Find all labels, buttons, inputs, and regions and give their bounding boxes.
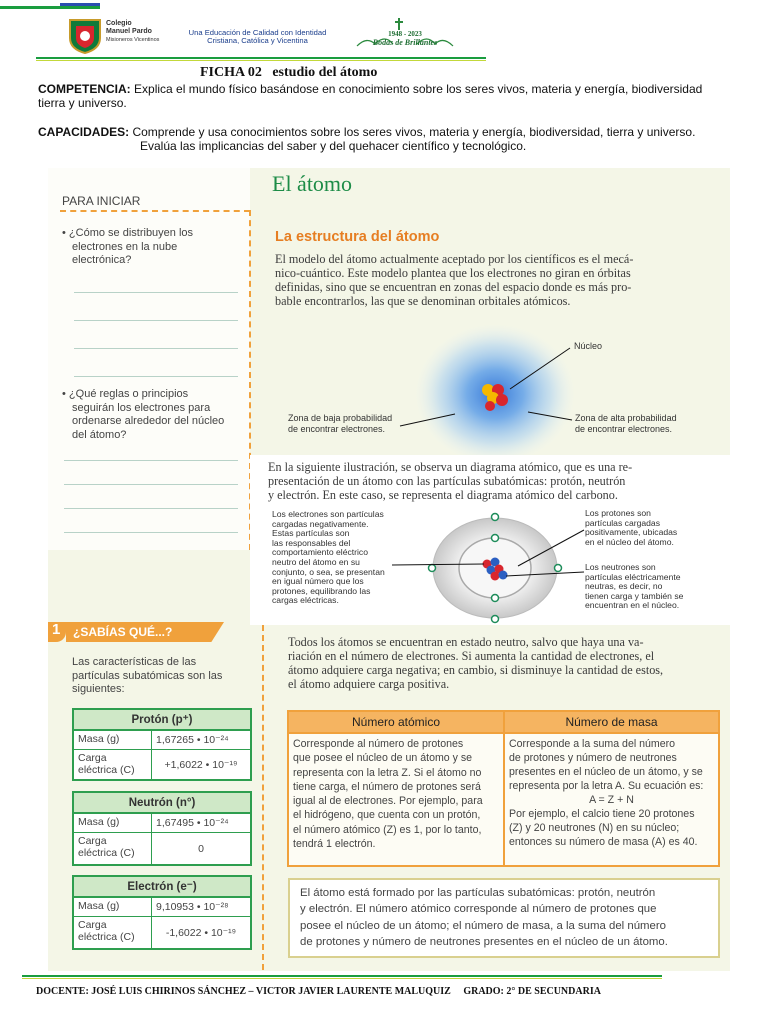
label-alta-probabilidad: Zona de alta probabilidad de encontrar electrones. [575, 413, 677, 434]
capacidades: CAPACIDADES: Comprende y usa conocimientos sobre los seres vivos, materia y energía, biodiversidad, tierra y universo. Evalúa las implicancias del saber y del quehacer científico y tecnológico. [38, 125, 696, 153]
label-neutrones: Los neutrones son partículas eléctricamente neutras, es decir, no tienen carga y también se encuentran en el núcleo. [585, 562, 684, 611]
sabias-intro: Las características de las partículas subatómicas son las siguientes: [72, 656, 223, 695]
school-name: Colegio Manuel Pardo Misioneros Vicentinos [106, 20, 160, 43]
paragraph-model: El modelo del átomo actualmente aceptado por los científicos es el mecá- nico-cuántico. Este modelo plantea que los electrones no giran en órbitas definidas, sino que se encuentran en zonas del espacio donde es más pro- bable encontrarlos, las que se denominan orbitales atómicos. [275, 252, 634, 308]
neutron-table: Neutrón (n°) Masa (g) 1,67495 • 10⁻²⁴ Carga eléctrica (C) 0 [72, 791, 252, 866]
anniversary-logo: 1948 - 2023 Bodas de Brillantes [355, 16, 455, 54]
footer-rule-green [22, 975, 662, 977]
paragraph-neutral: Todos los átomos se encuentran en estado neutro, salvo que haya una va- riación en el número de electrones. Si aumenta la cantidad de electrones, el átomo adquiere carga negativa; en cambio, si disminuye la cantidad de estos, el átomo adquiere carga positiva. [288, 635, 664, 691]
ficha-title: FICHA 02 estudio del átomo [200, 65, 378, 80]
summary-box: El átomo está formado por las partículas subatómicas: protón, neutrón y electrón. El número atómico corresponde al número de protones que posee el núcleo de un átomo; el número de masa, a la suma del número de protones y número de neutrones presentes en el núcleo de un átomo. [288, 878, 720, 958]
proton-table: Protón (p⁺) Masa (g) 1,67265 • 10⁻²⁴ Carga eléctrica (C) +1,6022 • 10⁻¹⁹ [72, 708, 252, 781]
footer-rule-yellow [22, 978, 662, 979]
competencia: COMPETENCIA: Explica el mundo físico basándose en conocimiento sobre los seres vivos, materia y energía, biodiversidad tierra y universo. [38, 82, 703, 110]
sidebar-question-2: • ¿Qué reglas o principios seguirán los electrones para ordenarse alrededor del núcleo del átomo? [62, 388, 225, 441]
label-protones: Los protones son partículas cargadas positivamente, ubicadas en el núcleo del átomo. [585, 508, 678, 547]
atomic-number-table: Número atómico Número de masa Corresponde al número de protones que posee el núcleo de un átomo y se representa con la letra Z. Si el átomo no tiene carga, el número de protones será igual al de electrones. Por ejemplo, para el hidrógeno, que cuenta con un protón, el número atómico (Z) es 1, por lo tanto, tendrá 1 electrón. Corresponde a la suma del número de protones y número de neutrones presentes en el núcleo de un átomo, y se representa por la letra A. Su ecuación es: A = Z + N Por ejemplo, el calcio tiene 20 protones (Z) y 20 neutrones (N) en su núcleo; entonces su número de masa (A) es 40. [287, 710, 720, 867]
footer-docente: DOCENTE: JOSÉ LUIS CHIRINOS SÁNCHEZ – VICTOR JAVIER LAURENTE MALUQUIZ GRADO: 2° DE SECUNDARIA [36, 986, 601, 997]
sidebar-question-1: • ¿Cómo se distribuyen los electrones en la nube electrónica? [62, 227, 194, 266]
sabias-dashed-border [262, 625, 264, 970]
paragraph-diagram: En la siguiente ilustración, se observa un diagrama atómico, que es una re- presentación de un átomo con las partículas subatómicas: protón, neutrón y electrón. En este caso, se representa el diagrama atómico del carbono. [268, 460, 633, 502]
sidebar-heading: PARA INICIAR [62, 194, 141, 208]
sabias-title: ¿SABÍAS QUÉ...? [73, 625, 173, 639]
sabias-badge-number: 1 [52, 621, 61, 638]
section-title: La estructura del átomo [275, 229, 440, 245]
label-baja-probabilidad: Zona de baja probabilidad de encontrar electrones. [288, 413, 393, 434]
label-nucleo: Núcleo [574, 341, 603, 351]
electron-table: Electrón (e⁻) Masa (g) 9,10953 • 10⁻²⁸ Carga eléctrica (C) -1,6022 • 10⁻¹⁹ [72, 875, 252, 950]
label-electrones: Los electrones son partículas cargadas negativamente. Estas partículas son las responsables del comportamiento eléctrico neutro del átomo en su conjunto, o sea, se presentan en igual número que los protones, equilibrando las cargas eléctricas. [272, 509, 385, 606]
main-title: El átomo [272, 171, 353, 196]
school-motto: Una Educación de Calidad con Identidad Cristiana, Católica y Vicentina [188, 28, 327, 45]
